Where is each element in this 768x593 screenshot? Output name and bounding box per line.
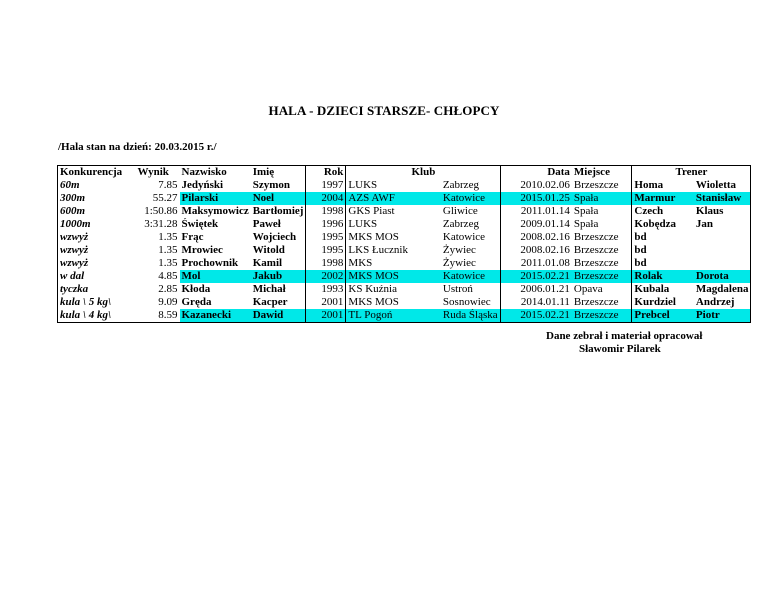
cell-imie: Szymon	[252, 179, 290, 191]
cell-wynik: 9.09	[158, 296, 178, 308]
cell-trener1: bd	[632, 257, 694, 270]
header-nazwisko: Nazwisko	[180, 166, 251, 180]
cell-wynik: 1:50.86	[144, 205, 178, 217]
cell-klub: KS Kuźnia	[346, 283, 441, 296]
cell-miejsce: Brzeszcze	[573, 179, 619, 191]
table-row	[58, 192, 751, 205]
cell-rok: 1997	[306, 179, 346, 192]
cell-trener1: Prebcel	[632, 309, 694, 323]
cell-imie: Dawid	[251, 309, 306, 323]
cell-miejsce: Spała	[572, 192, 632, 205]
cell-nazwisko: Maksymowicz	[181, 205, 249, 217]
cell-rok: 2001	[306, 296, 346, 309]
cell-rok: 2001	[306, 309, 346, 323]
cell-data: 2008.02.16	[501, 231, 572, 244]
header-rok: Rok	[306, 166, 346, 180]
header-data: Data	[501, 166, 572, 180]
table-row	[58, 257, 751, 270]
cell-trener1: bd	[632, 244, 694, 257]
cell-miasto: Katowice	[442, 231, 486, 243]
cell-trener2: Jan	[694, 218, 751, 231]
cell-klub: MKS	[346, 257, 441, 270]
cell-miasto: Zabrzeg	[442, 179, 479, 191]
cell-imie: Kamil	[252, 257, 283, 269]
cell-trener1: Kurdziel	[632, 296, 694, 309]
cell-rok: 1995	[306, 244, 346, 257]
cell-imie: Michał	[252, 283, 286, 295]
cell-konkurencja: w dal	[58, 270, 136, 283]
cell-nazwisko: Jedyński	[181, 179, 224, 191]
cell-klub: MKS MOS	[346, 231, 441, 244]
cell-wynik: 1.35	[158, 231, 178, 243]
cell-wynik: 1.35	[158, 257, 178, 269]
cell-trener2	[694, 244, 751, 257]
cell-trener2: Stanisław	[694, 192, 751, 205]
status-date: /Hala stan na dzień: 20.03.2015 r./	[58, 141, 217, 153]
cell-nazwisko: Mol	[180, 270, 251, 283]
cell-nazwisko: Kazanecki	[180, 309, 251, 323]
cell-data: 2011.01.14	[501, 205, 572, 218]
cell-imie: Jakub	[251, 270, 306, 283]
cell-imie: Bartłomiej	[252, 205, 304, 217]
cell-klub: TL Pogoń	[346, 309, 441, 323]
table-row	[58, 244, 751, 257]
cell-data: 2009.01.14	[501, 218, 572, 231]
cell-nazwisko: Kłoda	[181, 283, 211, 295]
cell-miejsce: Brzeszcze	[572, 270, 632, 283]
cell-data: 2010.02.06	[501, 179, 572, 192]
cell-trener1: Marmur	[632, 192, 694, 205]
cell-konkurencja: 600m	[58, 205, 136, 218]
cell-trener1: Homa	[632, 179, 694, 192]
cell-wynik: 4.85	[158, 270, 178, 282]
cell-wynik: 2.85	[158, 283, 178, 295]
cell-miasto: Sosnowiec	[442, 296, 491, 308]
cell-trener2: Andrzej	[694, 296, 751, 309]
cell-klub: LUKS	[346, 218, 441, 231]
cell-wynik: 55.27	[152, 192, 178, 204]
cell-rok: 2004	[306, 192, 346, 205]
records-table	[57, 165, 751, 323]
cell-miasto: Ruda Śląska	[441, 309, 501, 323]
cell-nazwisko: Gręda	[181, 296, 212, 308]
cell-rok: 1996	[306, 218, 346, 231]
cell-trener1: Rolak	[632, 270, 694, 283]
cell-imie: Witold	[252, 244, 285, 256]
cell-miasto: Gliwice	[442, 205, 478, 217]
cell-miasto: Katowice	[441, 192, 501, 205]
cell-data: 2015.02.21	[501, 270, 572, 283]
cell-rok: 2002	[306, 270, 346, 283]
cell-konkurencja: tyczka	[58, 283, 136, 296]
cell-data: 2011.01.08	[501, 257, 572, 270]
cell-nazwisko: Świętek	[181, 218, 219, 230]
table-row	[58, 270, 751, 283]
cell-miejsce: Brzeszcze	[573, 231, 619, 243]
cell-wynik: 3:31.28	[144, 218, 178, 230]
table-row	[58, 296, 751, 309]
footer-author: Sławomir Pilarek	[579, 343, 661, 355]
cell-miasto: Żywiec	[442, 244, 476, 256]
cell-data: 2006.01.21	[501, 283, 572, 296]
cell-rok: 1993	[306, 283, 346, 296]
cell-miasto: Żywiec	[442, 257, 476, 269]
cell-klub: MKS MOS	[346, 296, 441, 309]
table-row	[58, 218, 751, 231]
cell-miejsce: Brzeszcze	[573, 244, 619, 256]
header-imie: Imię	[251, 166, 306, 180]
footer-credit-line: Dane zebrał i materiał opracował	[546, 330, 703, 342]
header-klub: Klub	[346, 166, 501, 180]
cell-konkurencja: wzwyż	[58, 244, 136, 257]
cell-imie: Wojciech	[252, 231, 297, 243]
cell-miasto: Zabrzeg	[442, 218, 479, 230]
cell-konkurencja: wzwyż	[58, 257, 136, 270]
cell-klub: LKS Łucznik	[346, 244, 441, 257]
cell-klub: AZS AWF	[346, 192, 441, 205]
cell-miejsce: Opava	[573, 283, 603, 295]
cell-trener1: Kobędza	[632, 218, 694, 231]
cell-rok: 1995	[306, 231, 346, 244]
cell-miejsce: Spała	[573, 218, 599, 230]
cell-data: 2015.01.25	[501, 192, 572, 205]
cell-konkurencja: 1000m	[58, 218, 136, 231]
cell-trener2: Magdalena	[694, 283, 751, 296]
table-row	[58, 231, 751, 244]
cell-klub: MKS MOS	[346, 270, 441, 283]
cell-nazwisko: Mrowiec	[181, 244, 223, 256]
table-row	[58, 205, 751, 218]
header-trener: Trener	[632, 166, 751, 180]
table-row	[58, 179, 751, 192]
cell-miasto: Ustroń	[442, 283, 473, 295]
cell-miejsce: Spała	[573, 205, 599, 217]
cell-trener1: Kubala	[632, 283, 694, 296]
cell-wynik: 1.35	[158, 244, 178, 256]
cell-miejsce: Brzeszcze	[573, 296, 619, 308]
cell-klub: GKS Piast	[346, 205, 441, 218]
cell-trener2: Klaus	[694, 205, 751, 218]
cell-konkurencja: kula \ 4 kg\	[58, 309, 136, 323]
cell-trener1: Czech	[632, 205, 694, 218]
header-konkurencja: Konkurencja	[58, 166, 136, 180]
cell-data: 2008.02.16	[501, 244, 572, 257]
cell-konkurencja: 300m	[58, 192, 136, 205]
cell-wynik: 7.85	[158, 179, 178, 191]
cell-klub: LUKS	[346, 179, 441, 192]
page-title: HALA - DZIECI STARSZE- CHŁOPCY	[268, 103, 500, 118]
cell-nazwisko: Frąc	[181, 231, 204, 243]
cell-trener2: Wioletta	[694, 179, 751, 192]
cell-rok: 1998	[306, 257, 346, 270]
cell-trener2: Dorota	[694, 270, 751, 283]
header-wynik: Wynik	[136, 166, 180, 180]
header-miejsce: Miejsce	[572, 166, 632, 180]
cell-trener2: Piotr	[694, 309, 751, 323]
cell-konkurencja: kula \ 5 kg\	[58, 296, 136, 309]
cell-imie: Paweł	[252, 218, 281, 230]
cell-data: 2015.02.21	[501, 309, 572, 323]
cell-imie: Noel	[251, 192, 306, 205]
cell-nazwisko: Pilarski	[180, 192, 251, 205]
cell-nazwisko: Prochownik	[181, 257, 239, 269]
cell-konkurencja: wzwyż	[58, 231, 136, 244]
cell-trener2	[694, 257, 751, 270]
cell-data: 2014.01.11	[501, 296, 572, 309]
cell-wynik: 8.59	[136, 309, 180, 323]
cell-rok: 1998	[306, 205, 346, 218]
cell-konkurencja: 60m	[58, 179, 136, 192]
cell-miasto: Katowice	[441, 270, 501, 283]
cell-miejsce: Brzeszcze	[573, 257, 619, 269]
cell-imie: Kacper	[252, 296, 288, 308]
cell-miejsce: Brzeszcze	[572, 309, 632, 323]
table-row	[58, 309, 751, 323]
table-row	[58, 283, 751, 296]
cell-trener1: bd	[632, 231, 694, 244]
cell-trener2	[694, 231, 751, 244]
table-header-row	[58, 166, 751, 180]
